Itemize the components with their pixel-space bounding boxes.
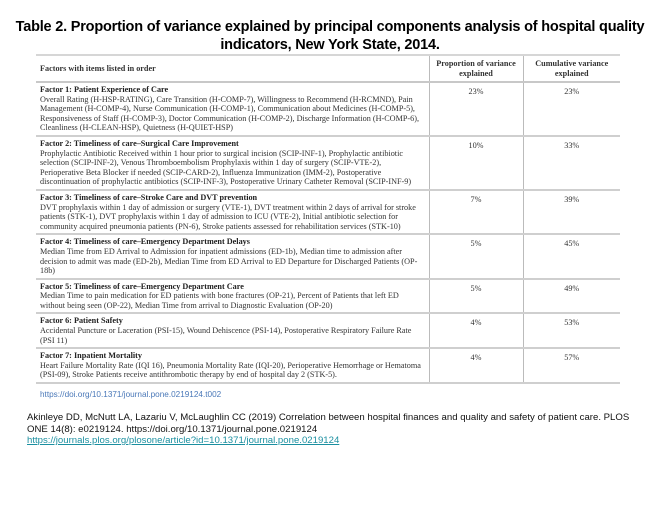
proportion-cell: 5%	[429, 279, 523, 314]
factor-items: Accidental Puncture or Laceration (PSI-15), Wound Dehiscence (PSI-14), Postoperative Respiratory Failure Rate (PSI 11)	[40, 326, 412, 345]
factor-title: Factor 3: Timeliness of care–Stroke Care and DVT prevention	[40, 192, 258, 202]
factor-items: DVT prophylaxis within 1 day of admission or surgery (VTE-1), DVT treatment within 2 days of arrival for stroke patients (STK-1), DVT prophylaxis within 1 day of admission to ICU (VTE-2), Initial antibiotic selection for community acquired pneumonia patients (PN-6), Stroke patients assessed for rehabilitation services (STK-10)	[40, 202, 416, 231]
factor-cell	[36, 234, 429, 278]
table-row	[36, 279, 620, 314]
factor-cell	[36, 279, 429, 314]
citation	[27, 412, 637, 455]
factor-title: Factor 2: Timeliness of care–Surgical Care Improvement	[40, 138, 239, 148]
factor-cell	[36, 313, 429, 348]
cumulative-cell: 49%	[523, 279, 620, 314]
factor-title: Factor 6: Patient Safety	[40, 316, 123, 326]
proportion-cell: 4%	[429, 348, 523, 383]
proportion-cell: 5%	[429, 234, 523, 278]
citation-text: Akinleye DD, McNutt LA, Lazariu V, McLaughlin CC (2019) Correlation between hospital finances and quality and safety of patient care. PLOS ONE 14(8): e0219124. https://doi.org/10.1371/journal.pone.0219124	[27, 412, 630, 435]
table-row	[36, 313, 620, 348]
factor-items: Overall Rating (H-HSP-RATING), Care Transition (H-COMP-7), Willingness to Recommend (H-RCMND), Pain Management (H-COMP-4), Nurse Communication (H-COMP-1), Communication about Medicines (H-COMP-5), Responsiveness of Staff (H-COMP-3), Doctor Communication (H-COMP-2), Discharge Information (H-COMP-6), Cleanliness (H-CLEAN-HSP), Quietness (H-QUIET-HSP)	[40, 94, 420, 133]
table-row	[36, 348, 620, 383]
cumulative-cell: 33%	[523, 136, 620, 190]
table-body	[36, 82, 620, 383]
table-row	[36, 190, 620, 234]
proportion-cell: 23%	[429, 82, 523, 136]
variance-table	[36, 54, 620, 384]
cumulative-cell: 39%	[523, 190, 620, 234]
factor-cell	[36, 136, 429, 190]
table-figure	[36, 54, 620, 400]
table-header-row	[36, 55, 620, 82]
factor-cell	[36, 190, 429, 234]
proportion-cell: 10%	[429, 136, 523, 190]
proportion-cell: 7%	[429, 190, 523, 234]
table-row	[36, 82, 620, 136]
table-row	[36, 234, 620, 278]
cumulative-cell: 57%	[523, 348, 620, 383]
factor-items: Median Time to pain medication for ED patients with bone fractures (OP-21), Percent of Patients that left ED without being seen (OP-22), Median Time from arrival to Diagnostic Evaluation (OP-20)	[40, 291, 399, 310]
factor-items: Heart Failure Mortality Rate (IQI 16), Pneumonia Mortality Rate (IQI-20), Perioperative Hemorrhage or Hematoma (PSI-09), Stroke Patients receive antithrombotic therapy by end of hospital day 2 (STK-5).	[40, 360, 421, 380]
factor-title: Factor 5: Timeliness of care–Emergency Department Care	[40, 281, 244, 291]
cumulative-cell: 53%	[523, 313, 620, 348]
header-proportion: Proportion of variance explained	[429, 55, 523, 82]
header-factors: Factors with items listed in order	[36, 55, 429, 82]
header-cumulative: Cumulative variance explained	[523, 55, 620, 82]
factor-title: Factor 4: Timeliness of care–Emergency Department Delays	[40, 237, 250, 247]
factor-title: Factor 7: Inpatient Mortality	[40, 351, 142, 361]
article-link[interactable]: https://journals.plos.org/plosone/article?id=10.1371/journal.pone.0219124	[27, 435, 340, 447]
cumulative-cell: 45%	[523, 234, 620, 278]
table-row	[36, 136, 620, 190]
factor-items: Median Time from ED Arrival to Admission for inpatient admissions (ED-1b), Median time to admission after decision to admit was made (ED-2b), Median Time from ED Arrival to ED Departure for Discharged Patients (OP-18b)	[40, 246, 418, 276]
factor-cell	[36, 82, 429, 136]
factor-cell	[36, 348, 429, 383]
proportion-cell: 4%	[429, 313, 523, 348]
table-doi-link[interactable]: https://doi.org/10.1371/journal.pone.0219124.t002	[40, 390, 222, 400]
factor-title: Factor 1: Patient Experience of Care	[40, 85, 169, 94]
cumulative-cell: 23%	[523, 82, 620, 136]
slide-title: Table 2. Proportion of variance explained by principal components analysis of hospital quality indicators, New York State, 2014.	[15, 19, 645, 53]
factor-items: Prophylactic Antibiotic Received within 1 hour prior to surgical incision (SCIP-INF-1), Prophylactic antibiotic selection (SCIP-INF-2), Venous Thromboembolism Prophylaxis within 1 day of surgery (SCIP-VTE-2), Perioperative Beta Blocker if needed (SCIP-CARD-2), Influenza Immunization (IMM-2), Postoperative discontinuation of prophylactic antibiotics (SCIP-INF-3), Postoperative Urinary Catheter Removal (SCIP-INF-9)	[40, 148, 412, 187]
